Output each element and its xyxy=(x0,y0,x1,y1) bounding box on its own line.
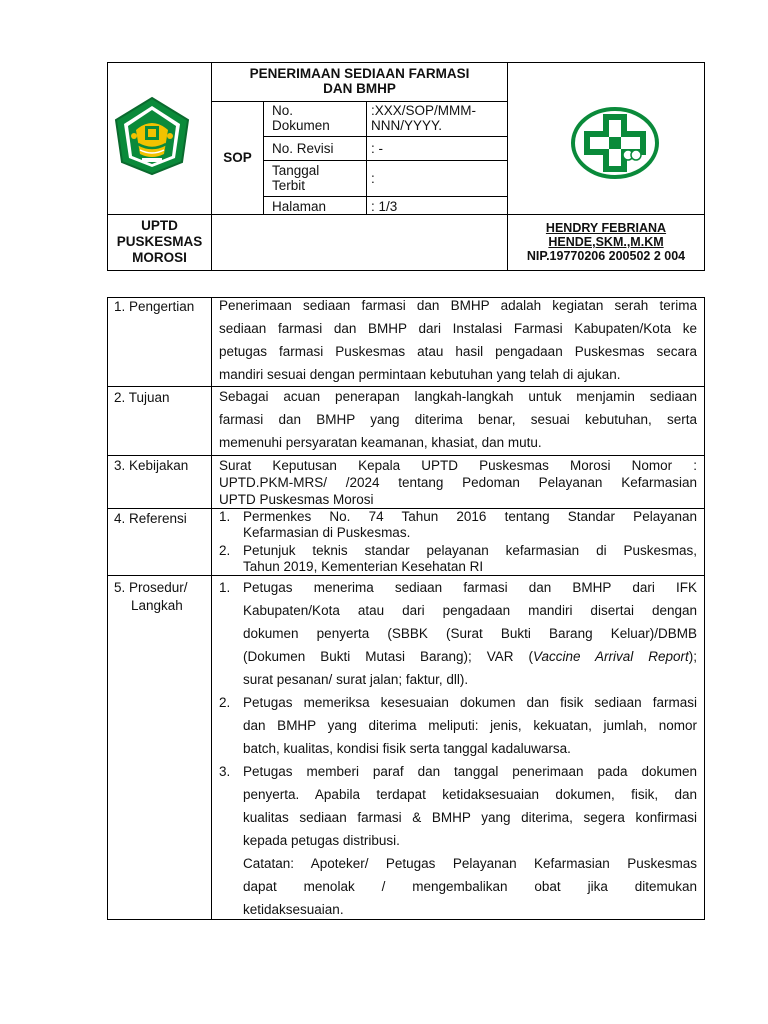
section-label-prosedur: 5. Prosedur/ Langkah xyxy=(114,580,188,613)
meta-value-no-revisi: : - xyxy=(371,141,383,156)
procedure-step-1: 1. Petugas menerima sediaan farmasi dan BMHP dari IFK Kabupaten/Kota atau dari pengadaan mandiri disertai dengan dokumen penyerta (SBBK (Surat Bukti Barang Keluar)/DBMB (Dokumen Bukti Mutasi Barang); VAR (Vaccine Arrival Report); surat pesanan/ surat jalan; faktur, dll). xyxy=(219,580,697,687)
meta-label-no-revisi: No. Revisi xyxy=(272,141,334,156)
meta-label-halaman: Halaman xyxy=(272,199,327,214)
procedure-step-3: 3. Petugas memberi paraf dan tanggal penerimaan pada dokumen penyerta. Apabila terdapat ketidaksesuaian dokumen, fisik, dan kualitas sediaan farmasi & BMHP yang diterima, segera konfirmasi kepada petugas distribusi. Catatan: Apoteker/ Petugas Pelayanan Kefarmasian Puskesmas dapat menolak / mengembalikan obat jika ditemukan ketidaksesuaian. xyxy=(219,764,697,917)
signer-nip: NIP.19770206 200502 2 004 xyxy=(526,249,686,263)
section-label-pengertian: 1. Pengertian xyxy=(114,299,195,314)
section-content-tujuan: Sebagai acuan penerapan langkah-langkah untuk menjamin sediaan farmasi dan BMHP yang diterima benar, sesuai kebutuhan, serta memenuhi persyaratan keamanan, khasiat, dan mutu. xyxy=(219,389,697,450)
procedure-note: Catatan: Apoteker/ Petugas Pelayanan Kefarmasian Puskesmas xyxy=(243,856,697,871)
section-content-pengertian: Penerimaan sediaan farmasi dan BMHP adalah kegiatan serah terima sediaan farmasi dan BMHP dari Instalasi Farmasi Kabupaten/Kota ke petugas farmasi Puskesmas atau hasil pengadaan Puskesmas secara mandiri sesuai dengan permintaan kebutuhan yang telah di ajukan. xyxy=(219,298,697,382)
document-title-line1: PENERIMAAN SEDIAAN FARMASI xyxy=(249,66,470,81)
signer-block xyxy=(508,221,704,263)
signer-degree: HENDE,SKM.,M.KM xyxy=(548,235,664,249)
document-title-line2: DAN BMHP xyxy=(323,81,396,96)
meta-value-no-dokumen: :XXX/SOP/MMM- NNN/YYYY. xyxy=(371,103,477,133)
section-content-prosedur xyxy=(219,576,697,921)
header-border-bottom xyxy=(107,270,705,271)
procedure-step-2: 2. Petugas memeriksa kesesuaian dokumen dan fisik sediaan farmasi dan BMHP yang diterima meliputi: jenis, kekuatan, jumlah, nomor batch, kualitas, kondisi fisik serta tanggal kadaluwarsa. xyxy=(219,695,697,756)
list-item: 2. Petunjuk teknis standar pelayanan kefarmasian di Puskesmas, Tahun 2019, Kementerian Kesehatan RI xyxy=(219,543,697,574)
meta-label-no-dokumen: No. Dokumen xyxy=(272,103,330,133)
signer-name: HENDRY FEBRIANA xyxy=(545,221,667,235)
section-content-referensi xyxy=(219,509,697,575)
section-label-referensi: 4. Referensi xyxy=(114,511,187,526)
header-border-top xyxy=(107,62,705,63)
header-border-right xyxy=(704,62,705,271)
meta-value-halaman: : 1/3 xyxy=(371,199,398,214)
section-label-tujuan: 2. Tujuan xyxy=(114,390,170,405)
list-item: 1. Permenkes No. 74 Tahun 2016 tentang Standar Pelayanan Kefarmasian di Puskesmas. xyxy=(219,509,697,540)
puskesmas-cross-logo xyxy=(570,106,660,180)
meta-label-tanggal-terbit: Tanggal Terbit xyxy=(272,163,320,193)
meta-value-tanggal-terbit: : xyxy=(371,171,375,186)
section-content-kebijakan: Surat Keputusan Kepala UPTD Puskesmas Morosi Nomor : UPTD.PKM-MRS/ /2024 tentang Pedoman Pelayanan Kefarmasian UPTD Puskesmas Morosi xyxy=(219,458,697,507)
sop-label: SOP xyxy=(223,150,252,165)
org-name: UPTD PUSKESMAS MOROSI xyxy=(116,218,203,265)
section-label-kebijakan: 3. Kebijakan xyxy=(114,458,189,473)
regional-emblem-logo xyxy=(112,96,192,176)
